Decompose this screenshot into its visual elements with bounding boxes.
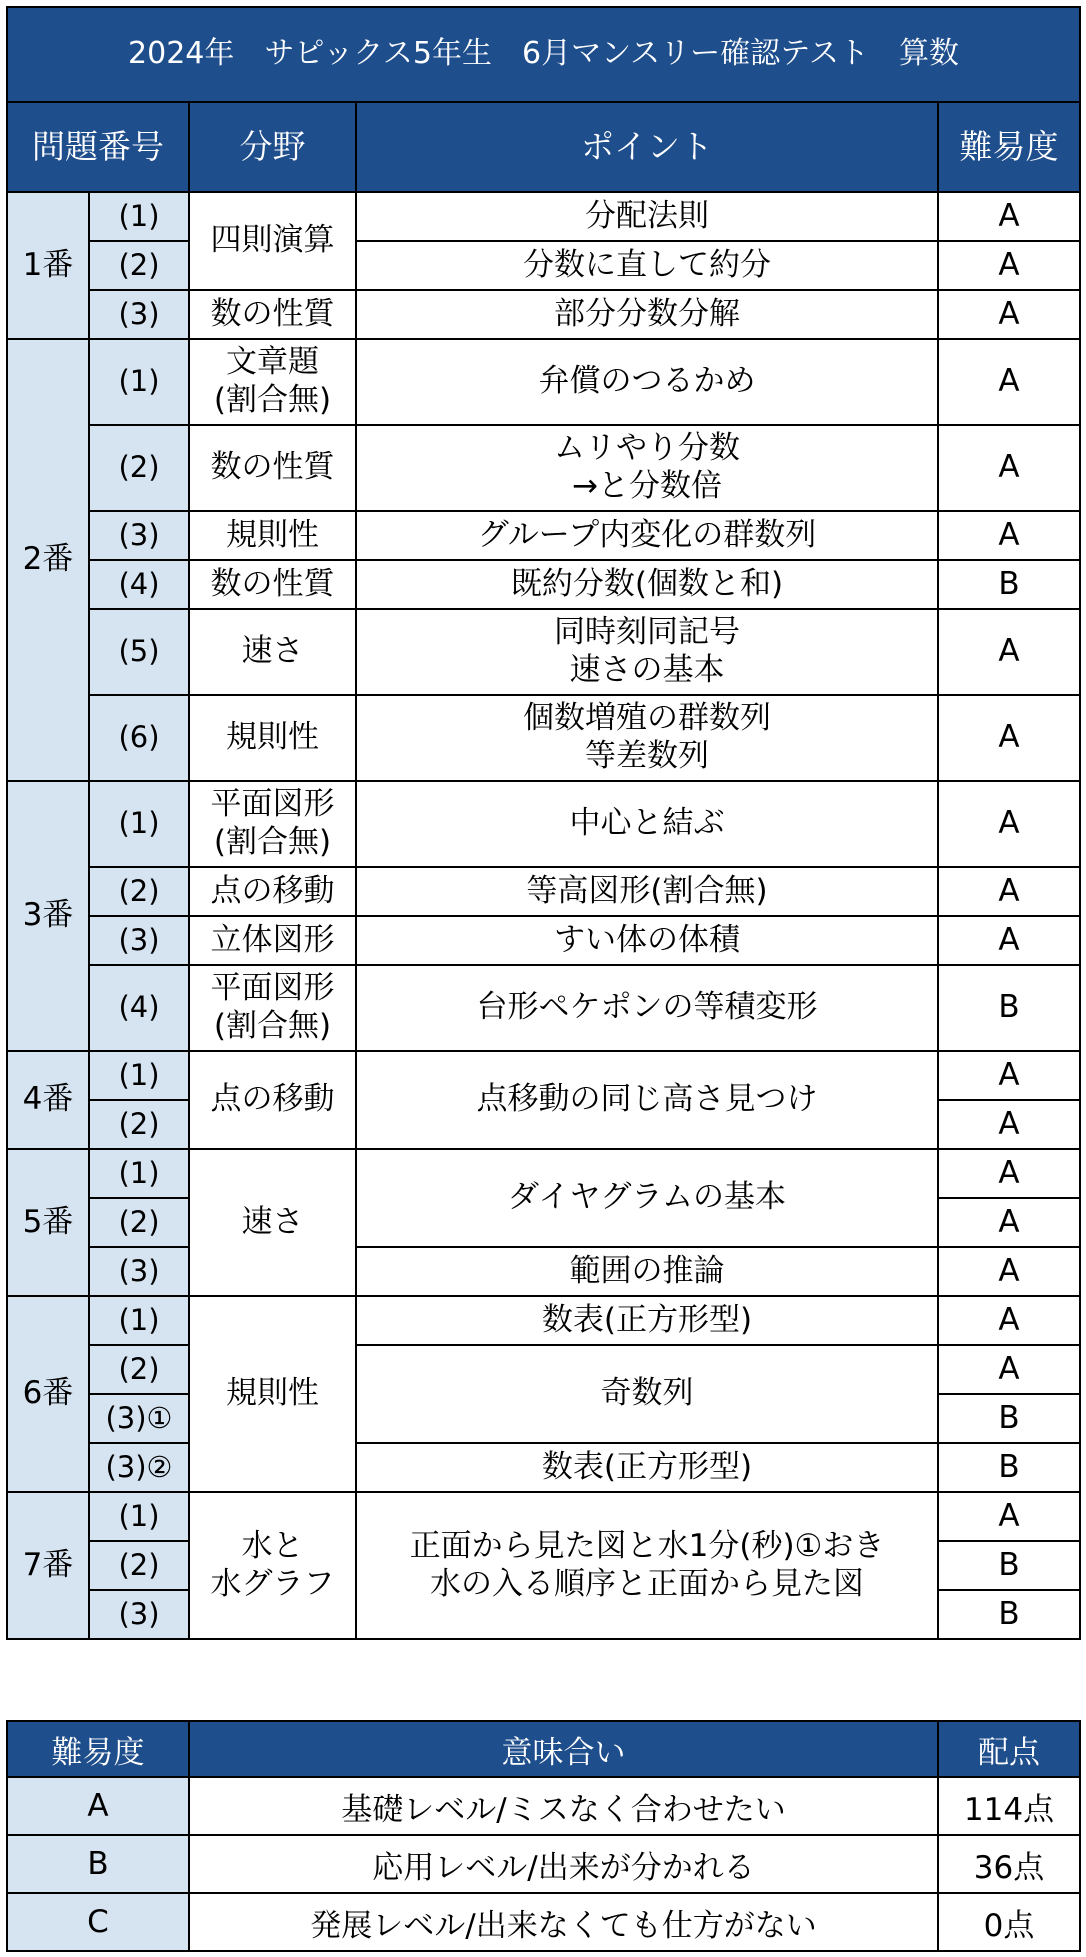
sub-question: (1) (89, 1051, 189, 1100)
point-cell: 部分分数分解 (356, 290, 938, 339)
difficulty-cell: A (938, 339, 1080, 425)
sub-question: (1) (89, 1492, 189, 1541)
difficulty-cell: A (938, 1051, 1080, 1100)
sub-question: (1) (89, 781, 189, 867)
point-cell: 正面から見た図と水1分(秒)①おき 水の入る順序と正面から見た図 (356, 1492, 938, 1639)
sub-question: (1) (89, 339, 189, 425)
table-row (7, 560, 1080, 609)
header-point: ポイント (356, 102, 938, 192)
table-row (7, 965, 1080, 1051)
difficulty-cell: B (938, 1541, 1080, 1590)
point-cell: 点移動の同じ高さ見つけ (356, 1051, 938, 1149)
sub-question: (6) (89, 695, 189, 781)
field-cell: 四則演算 (189, 192, 356, 290)
header-difficulty: 難易度 (938, 102, 1080, 192)
sub-question: (3) (89, 290, 189, 339)
field-cell: 数の性質 (189, 560, 356, 609)
field-cell: 規則性 (189, 695, 356, 781)
table-row (7, 1345, 1080, 1394)
sub-question: (4) (89, 965, 189, 1051)
difficulty-cell: A (938, 192, 1080, 241)
sub-question: (5) (89, 609, 189, 695)
point-cell: グループ内変化の群数列 (356, 511, 938, 560)
point-cell: 既約分数(個数と和) (356, 560, 938, 609)
question-number: 3番 (7, 781, 89, 1051)
question-number: 6番 (7, 1296, 89, 1492)
table-row (7, 1051, 1080, 1100)
legend-level: C (7, 1893, 189, 1951)
sub-question: (2) (89, 241, 189, 290)
table-row (7, 241, 1080, 290)
point-cell: 範囲の推論 (356, 1247, 938, 1296)
question-number: 5番 (7, 1149, 89, 1296)
table-row (7, 425, 1080, 511)
sub-question: (2) (89, 1198, 189, 1247)
table-row (7, 290, 1080, 339)
point-cell: ダイヤグラムの基本 (356, 1149, 938, 1247)
field-cell: 平面図形 (割合無) (189, 965, 356, 1051)
difficulty-cell: A (938, 1149, 1080, 1198)
difficulty-legend-table (6, 1720, 1081, 1952)
difficulty-cell: A (938, 1492, 1080, 1541)
sub-question: (2) (89, 1541, 189, 1590)
field-cell: 水と 水グラフ (189, 1492, 356, 1639)
table-row (7, 339, 1080, 425)
sub-question: (4) (89, 560, 189, 609)
legend-meaning: 応用レベル/出来が分かれる (189, 1835, 938, 1893)
legend-meaning: 発展レベル/出来なくても仕方がない (189, 1893, 938, 1951)
point-cell: ムリやり分数 →と分数倍 (356, 425, 938, 511)
point-cell: すい体の体積 (356, 916, 938, 965)
sub-question: (3) (89, 916, 189, 965)
difficulty-cell: A (938, 695, 1080, 781)
point-cell: 奇数列 (356, 1345, 938, 1443)
difficulty-cell: A (938, 609, 1080, 695)
difficulty-cell: B (938, 1394, 1080, 1443)
sub-question: (3)② (89, 1443, 189, 1492)
legend-level: B (7, 1835, 189, 1893)
sub-question: (2) (89, 1100, 189, 1149)
header-field: 分野 (189, 102, 356, 192)
legend-row (7, 1777, 1080, 1835)
point-cell: 個数増殖の群数列 等差数列 (356, 695, 938, 781)
legend-header-score: 配点 (938, 1721, 1080, 1777)
table-row (7, 916, 1080, 965)
sub-question: (2) (89, 1345, 189, 1394)
question-number: 4番 (7, 1051, 89, 1149)
difficulty-cell: A (938, 1345, 1080, 1394)
sub-question: (3)① (89, 1394, 189, 1443)
difficulty-cell: A (938, 511, 1080, 560)
difficulty-cell: A (938, 241, 1080, 290)
question-number: 2番 (7, 339, 89, 781)
difficulty-cell: A (938, 425, 1080, 511)
difficulty-cell: A (938, 1296, 1080, 1345)
point-cell: 分数に直して約分 (356, 241, 938, 290)
table-row (7, 1492, 1080, 1541)
table-row (7, 609, 1080, 695)
question-table (6, 6, 1081, 1640)
difficulty-cell: A (938, 867, 1080, 916)
sub-question: (1) (89, 1149, 189, 1198)
table-row (7, 1149, 1080, 1198)
point-cell: 数表(正方形型) (356, 1296, 938, 1345)
difficulty-cell: B (938, 1590, 1080, 1639)
field-cell: 点の移動 (189, 867, 356, 916)
difficulty-cell: A (938, 1247, 1080, 1296)
table-row (7, 1247, 1080, 1296)
question-number: 1番 (7, 192, 89, 339)
sub-question: (3) (89, 1247, 189, 1296)
field-cell: 数の性質 (189, 290, 356, 339)
field-cell: 平面図形 (割合無) (189, 781, 356, 867)
difficulty-cell: B (938, 1443, 1080, 1492)
legend-meaning: 基礎レベル/ミスなく合わせたい (189, 1777, 938, 1835)
difficulty-cell: A (938, 1198, 1080, 1247)
field-cell: 速さ (189, 1149, 356, 1296)
field-cell: 点の移動 (189, 1051, 356, 1149)
field-cell: 立体図形 (189, 916, 356, 965)
table-row (7, 1296, 1080, 1345)
header-question: 問題番号 (7, 102, 189, 192)
point-cell: 等高図形(割合無) (356, 867, 938, 916)
legend-row (7, 1835, 1080, 1893)
difficulty-cell: A (938, 916, 1080, 965)
sub-question: (1) (89, 1296, 189, 1345)
difficulty-cell: A (938, 1100, 1080, 1149)
difficulty-cell: B (938, 965, 1080, 1051)
table-row (7, 511, 1080, 560)
field-cell: 文章題 (割合無) (189, 339, 356, 425)
legend-score: 0点 (938, 1893, 1080, 1951)
table-row (7, 867, 1080, 916)
sub-question: (3) (89, 511, 189, 560)
field-cell: 規則性 (189, 1296, 356, 1492)
difficulty-cell: A (938, 290, 1080, 339)
point-cell: 数表(正方形型) (356, 1443, 938, 1492)
field-cell: 速さ (189, 609, 356, 695)
point-cell: 台形ペケポンの等積変形 (356, 965, 938, 1051)
difficulty-cell: B (938, 560, 1080, 609)
table-row (7, 192, 1080, 241)
sub-question: (2) (89, 425, 189, 511)
sub-question: (3) (89, 1590, 189, 1639)
table-row (7, 1443, 1080, 1492)
field-cell: 数の性質 (189, 425, 356, 511)
field-cell: 規則性 (189, 511, 356, 560)
sub-question: (2) (89, 867, 189, 916)
question-number: 7番 (7, 1492, 89, 1639)
legend-score: 36点 (938, 1835, 1080, 1893)
legend-level: A (7, 1777, 189, 1835)
table-row (7, 781, 1080, 867)
legend-score: 114点 (938, 1777, 1080, 1835)
legend-header-level: 難易度 (7, 1721, 189, 1777)
point-cell: 分配法則 (356, 192, 938, 241)
point-cell: 弁償のつるかめ (356, 339, 938, 425)
page-title: 2024年 サピックス5年生 6月マンスリー確認テスト 算数 (7, 7, 1080, 102)
table-row (7, 695, 1080, 781)
difficulty-cell: A (938, 781, 1080, 867)
sub-question: (1) (89, 192, 189, 241)
point-cell: 同時刻同記号 速さの基本 (356, 609, 938, 695)
legend-row (7, 1893, 1080, 1951)
legend-header-meaning: 意味合い (189, 1721, 938, 1777)
point-cell: 中心と結ぶ (356, 781, 938, 867)
